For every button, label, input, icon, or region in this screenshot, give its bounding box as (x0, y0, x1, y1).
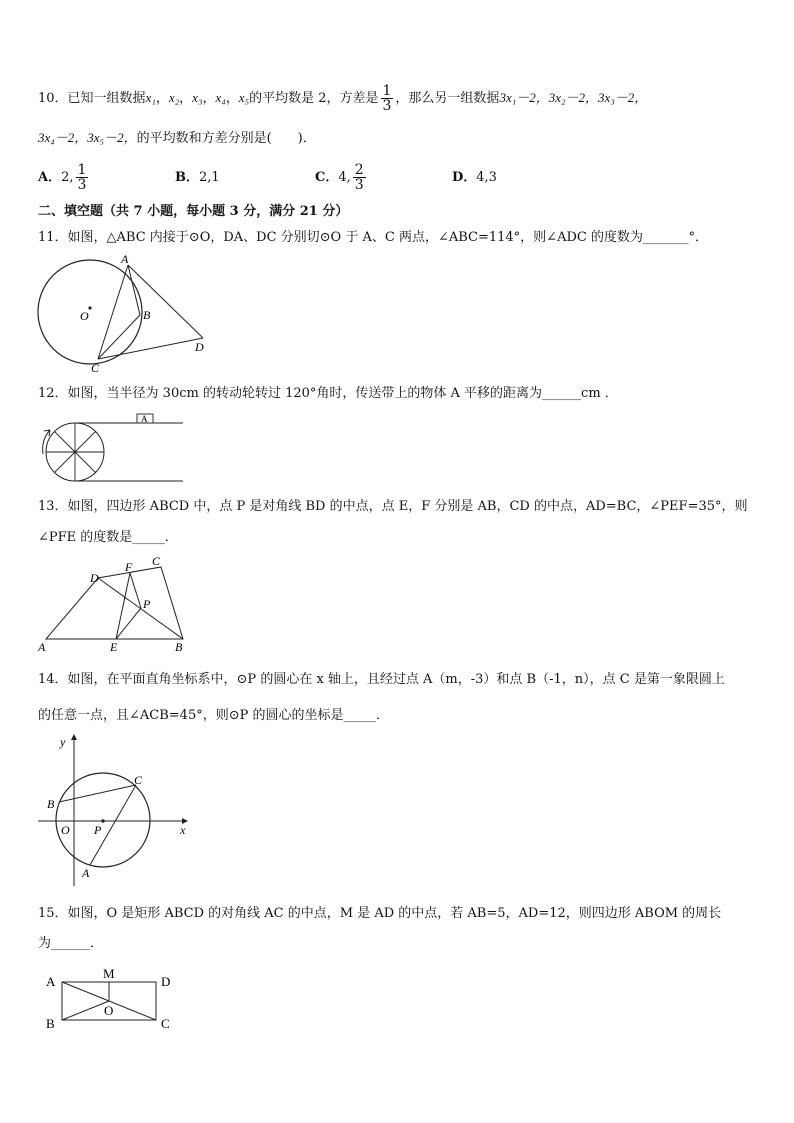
label-d: D (195, 340, 204, 354)
q10-line1: 10．已知一组数据x₁，x₂，x₃，x₄，x₅的平均数是 2，方差是 $\frac{1}{3}$ ，那么另一组数据3x₁－2，3x₂－2，3x₃－2， (38, 83, 648, 114)
segment-dc (98, 338, 203, 359)
label-c: C (91, 361, 100, 375)
q10-option-d[interactable]: D．4,3 (452, 170, 497, 185)
q10-question: 的平均数和方差分别是( )． (136, 131, 316, 146)
var-x3: x₃ (192, 90, 203, 105)
segment-ac (98, 265, 128, 359)
quad-abcd (46, 567, 183, 639)
center-dot (88, 306, 91, 309)
q10-line2 (38, 130, 316, 147)
q13-line2: ∠PFE 的度数是_____． (38, 530, 178, 545)
q10-expr-1: 3x₁－2，3x₂－2，3x₃－2， (499, 90, 648, 105)
q13-figure (38, 553, 193, 656)
var-x4: x₄ (215, 90, 226, 105)
label-x: x (180, 823, 186, 837)
q10-intro: 10．已知一组数据 (38, 91, 146, 106)
label-o: O (104, 1003, 114, 1018)
segment-bc (59, 785, 136, 802)
q12-figure (38, 410, 188, 485)
label-b: B (46, 1016, 55, 1031)
circle-o (38, 260, 142, 364)
q11-text: 11．如图，△ABC 内接于⊙O，DA、DC 分别切⊙O 于 A、C 两点，∠ABC=114°，则∠ADC 的度数为_______°． (38, 230, 708, 245)
segment-ab (128, 265, 140, 315)
segment-bc (98, 315, 140, 359)
label-c: C (152, 554, 161, 568)
segment-ef (116, 573, 130, 639)
q10-mean-variance: 的平均数是 2，方差是 (249, 91, 379, 106)
q15-line1: 15．如图，O 是矩形 ABCD 的对角线 AC 的中点，M 是 AD 的中点，若 AB=5，AD=12，则四边形 ABOM 的周长 (38, 906, 722, 921)
q10-option-c[interactable]: C．4, $\frac{2}{3}$ (315, 162, 364, 193)
q14-line1: 14．如图，在平面直角坐标系中，⊙P 的圆心在 x 轴上，且经过点 A（m，-3）和点 B（-1，n），点 C 是第一象限圆上 (38, 672, 725, 687)
label-b: B (175, 640, 183, 654)
label-e: E (110, 640, 118, 654)
y-axis-arrow-icon (71, 734, 77, 740)
var-x5: x₅ (238, 90, 250, 105)
variance-fraction: $\frac{1}{3}$ (382, 83, 392, 114)
label-b: B (47, 797, 55, 811)
label-o: O (61, 823, 70, 837)
label-d: D (161, 974, 171, 989)
q14-figure (38, 732, 193, 887)
segment-bo (62, 1001, 109, 1020)
label-o: O (80, 309, 89, 323)
object-a-label: A (141, 414, 148, 424)
label-a: A (121, 252, 129, 266)
label-b: B (143, 308, 151, 322)
label-c: C (161, 1016, 170, 1031)
label-y: y (60, 735, 66, 749)
var-x1: x₁ (145, 90, 156, 105)
label-f: F (125, 560, 133, 574)
q14-line2: 的任意一点，且∠ACB=45°，则⊙P 的圆心的坐标是_____． (38, 708, 389, 723)
label-a: A (82, 866, 90, 880)
q11-figure (35, 252, 215, 377)
center-p-dot (101, 819, 104, 822)
var-x2: x₂ (168, 90, 180, 105)
q10-option-a[interactable]: A．2, $\frac{1}{3}$ (38, 162, 87, 193)
q15-line2: 为______． (38, 936, 104, 951)
q15-figure (38, 962, 183, 1037)
label-p: P (143, 597, 151, 611)
label-a: A (38, 640, 46, 654)
label-d: D (90, 571, 99, 585)
q12-text: 12．如图，当半径为 30cm 的转动轮转过 120°角时，传送带上的物体 A 平移的距离为______cm ． (38, 386, 618, 401)
label-p: P (94, 823, 102, 837)
section-heading: 二、填空题（共 7 小题，每小题 3 分，满分 21 分） (38, 204, 349, 219)
label-a: A (46, 974, 56, 989)
q10-expr-2: 3x₄－2，3x₅－2， (38, 130, 137, 145)
q13-line1: 13．如图，四边形 ABCD 中，点 P 是对角线 BD 的中点，点 E，F 分别是 AB，CD 的中点，AD=BC，∠PEF=35°，则 (38, 499, 748, 514)
q10-option-b[interactable]: B．2,1 (175, 170, 220, 185)
label-m: M (103, 966, 115, 981)
label-c: C (134, 773, 143, 787)
